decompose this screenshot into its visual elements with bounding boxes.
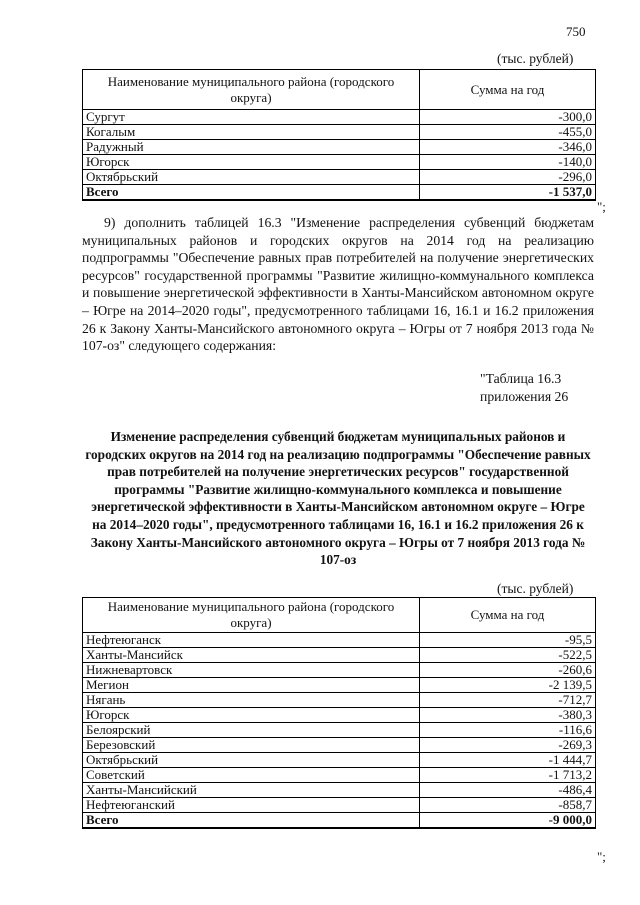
table-row [83,678,596,693]
table-header-row [83,598,596,633]
district-name: Когалым [83,125,420,140]
amount-value: -486,4 [420,783,596,798]
total-label: Всего [83,185,420,201]
column-header-amount: Сумма на год [420,70,596,110]
table-row [83,140,596,155]
district-name: Ханты-Мансийск [83,648,420,663]
total-row [83,185,596,201]
amount-value: -712,7 [420,693,596,708]
table-row [83,663,596,678]
units-label: (тыс. рублей) [497,51,574,66]
amount-value: -522,5 [420,648,596,663]
table-reference-line: "Таблица 16.3 [480,371,562,386]
district-name: Березовский [83,738,420,753]
amount-value: -858,7 [420,798,596,813]
amount-value: -1 713,2 [420,768,596,783]
district-name: Югорск [83,155,420,170]
closing-quote: "; [597,849,606,864]
table-row [83,648,596,663]
table-row [83,125,596,140]
table-reference-line: приложения 26 [480,388,569,404]
table-reference [480,370,568,405]
district-name: Белоярский [83,723,420,738]
amendment-paragraph: 9) дополнить таблицей 16.3 "Изменение распределения субвенций бюджетам муниципальных районов и городских округов на 2014 год на реализацию подпрограммы "Обеспечение равных прав потребителей на получение энергетических ресурсов" государственной программы "Развитие жилищно-коммунального комплекса и повышение энергетической эффективности в Ханты-Мансийском автономном округе – Югре на 2014–2020 годы", предусмотренного таблицами 16, 16.1 и 16.2 приложения 26 к Закону Ханты-Мансийского автономного округа – Югры от 7 ноября 2013 года № 107-оз" следующего содержания: [82,215,594,354]
total-value: -9 000,0 [420,813,596,829]
district-name: Октябрьский [83,170,420,185]
column-header-amount: Сумма на год [420,598,596,633]
table-row [83,768,596,783]
amount-value: -2 139,5 [420,678,596,693]
district-name: Нефтеюганск [83,633,420,648]
amount-value: -455,0 [420,125,596,140]
table-row [83,723,596,738]
district-name: Радужный [83,140,420,155]
table-row [83,633,596,648]
table-row [83,693,596,708]
column-header-district: Наименование муниципального района (городского округа) [83,70,420,110]
closing-quote: "; [597,199,606,214]
table-row [83,738,596,753]
table-row [83,708,596,723]
total-label: Всего [83,813,420,829]
amount-value: -260,6 [420,663,596,678]
district-name: Нефтеюганский [83,798,420,813]
amount-value: -296,0 [420,170,596,185]
amount-value: -1 444,7 [420,753,596,768]
amount-value: -269,3 [420,738,596,753]
subvention-table-1 [82,69,596,201]
column-header-district: Наименование муниципального района (городского округа) [83,598,420,633]
amount-value: -95,5 [420,633,596,648]
district-name: Югорск [83,708,420,723]
table-row [83,798,596,813]
table-title: Изменение распределения субвенций бюджетам муниципальных районов и городских округов на 2014 год на реализацию подпрограммы "Обеспечение равных прав потребителей на получение энергетических ресурсов" государственной программы "Развитие жилищно-коммунального комплекса и повышение энергетической эффективности в Ханты-Мансийском автономном округе – Югре на 2014–2020 годы", предусмотренного таблицами 16, 16.1 и 16.2 приложения 26 к Закону Ханты-Мансийского автономного округа – Югры от 7 ноября 2013 года № 107-оз [85,429,591,568]
table-row [83,110,596,125]
amount-value: -380,3 [420,708,596,723]
table-row [83,753,596,768]
amount-value: -346,0 [420,140,596,155]
subvention-table-2 [82,597,596,829]
page-number: 750 [566,24,586,39]
table-row [83,170,596,185]
amount-value: -116,6 [420,723,596,738]
amount-value: -300,0 [420,110,596,125]
table-row [83,783,596,798]
table-header-row [83,70,596,110]
district-name: Нягань [83,693,420,708]
district-name: Мегион [83,678,420,693]
district-name: Октябрьский [83,753,420,768]
total-value: -1 537,0 [420,185,596,201]
total-row [83,813,596,829]
district-name: Советский [83,768,420,783]
district-name: Ханты-Мансийский [83,783,420,798]
amount-value: -140,0 [420,155,596,170]
district-name: Сургут [83,110,420,125]
units-label: (тыс. рублей) [497,581,574,596]
table-row [83,155,596,170]
district-name: Нижневартовск [83,663,420,678]
